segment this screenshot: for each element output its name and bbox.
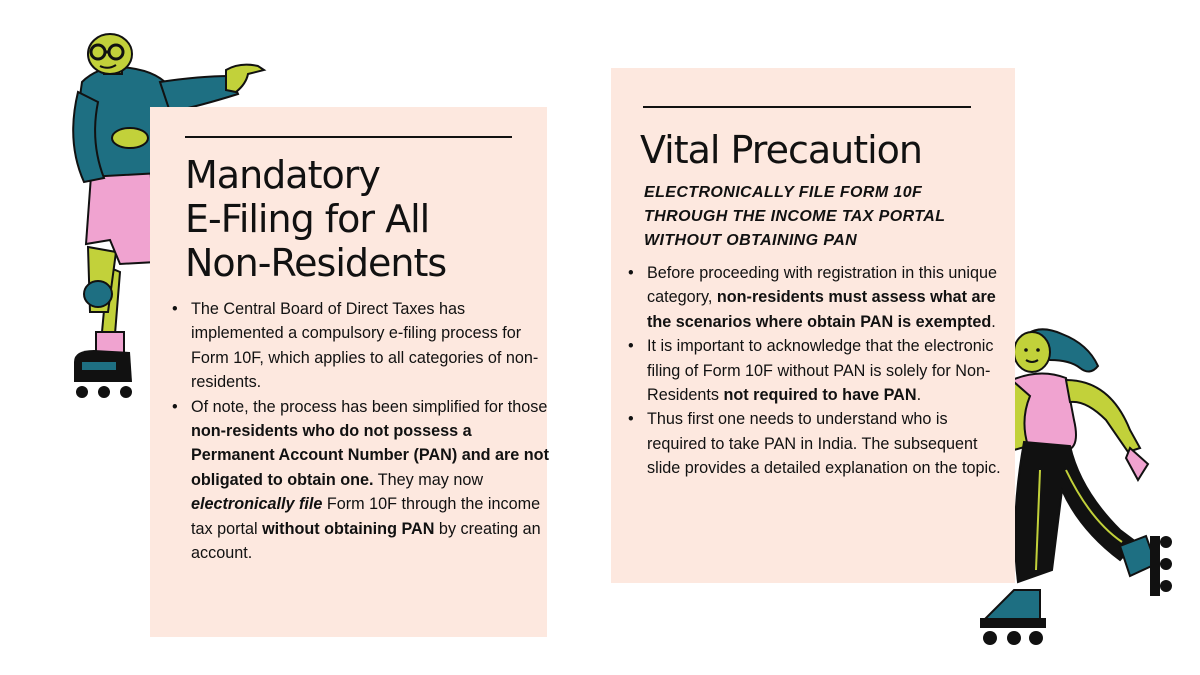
bullet-item [647, 334, 1007, 407]
subtitle-line-3: WITHOUT OBTAINING PAN [644, 232, 858, 249]
emphasis-run: not required to have PAN [723, 386, 917, 405]
right-card-subtitle [644, 181, 1004, 253]
left-title-line-1: Mandatory [185, 153, 380, 197]
left-title-line-3: Non-Residents [185, 241, 447, 285]
right-content-card [611, 68, 1015, 583]
left-card-title [185, 153, 535, 285]
text-run: . [991, 312, 996, 331]
left-bullet-list [169, 297, 551, 565]
emphasis-run: non-residents must assess what are the scenarios where obtain PAN is exempted [647, 288, 996, 331]
subtitle-line-1: ELECTRONICALLY FILE FORM 10F [644, 184, 923, 201]
text-run: They may now [373, 470, 484, 489]
text-run: Form 10F through the income tax portal [191, 495, 541, 538]
emphasis-run: without obtaining PAN [262, 519, 435, 538]
text-run: . [916, 386, 922, 405]
text-run: by creating an account. [191, 519, 541, 563]
subtitle-line-2: THROUGH THE INCOME TAX PORTAL [644, 208, 946, 225]
text-run: Before proceeding with registration in this unique category, [647, 264, 998, 307]
bullet-item [191, 297, 551, 395]
right-card-divider [643, 106, 971, 108]
text-run: Of note, the process has been simplified for those [191, 397, 548, 416]
emphasis-run: electronically file [191, 495, 323, 514]
left-content-card [150, 107, 547, 637]
left-card-divider [185, 136, 512, 138]
right-card-title: Vital Precaution [640, 128, 923, 172]
bullet-item [647, 261, 1007, 334]
text-run: It is important to acknowledge that the electronic filing of Form 10F without PAN is solely for Non-Residents [647, 337, 994, 405]
text-run: The Central Board of Direct Taxes has implemented a compulsory e-filing process for Form 10F, which applies to all categories of non-residents. [191, 300, 539, 392]
right-bullet-list [625, 261, 1007, 481]
bullet-item [647, 407, 1007, 480]
emphasis-run: non-residents who do not possess a Permanent Account Number (PAN) and are not obligated to obtain one. [191, 422, 549, 489]
bullet-item [191, 395, 551, 566]
left-title-line-2: E-Filing for All [185, 197, 430, 241]
text-run: Thus first one needs to understand who is required to take PAN in India. The subsequent slide provides a detailed explanation on the topic. [647, 410, 1001, 478]
